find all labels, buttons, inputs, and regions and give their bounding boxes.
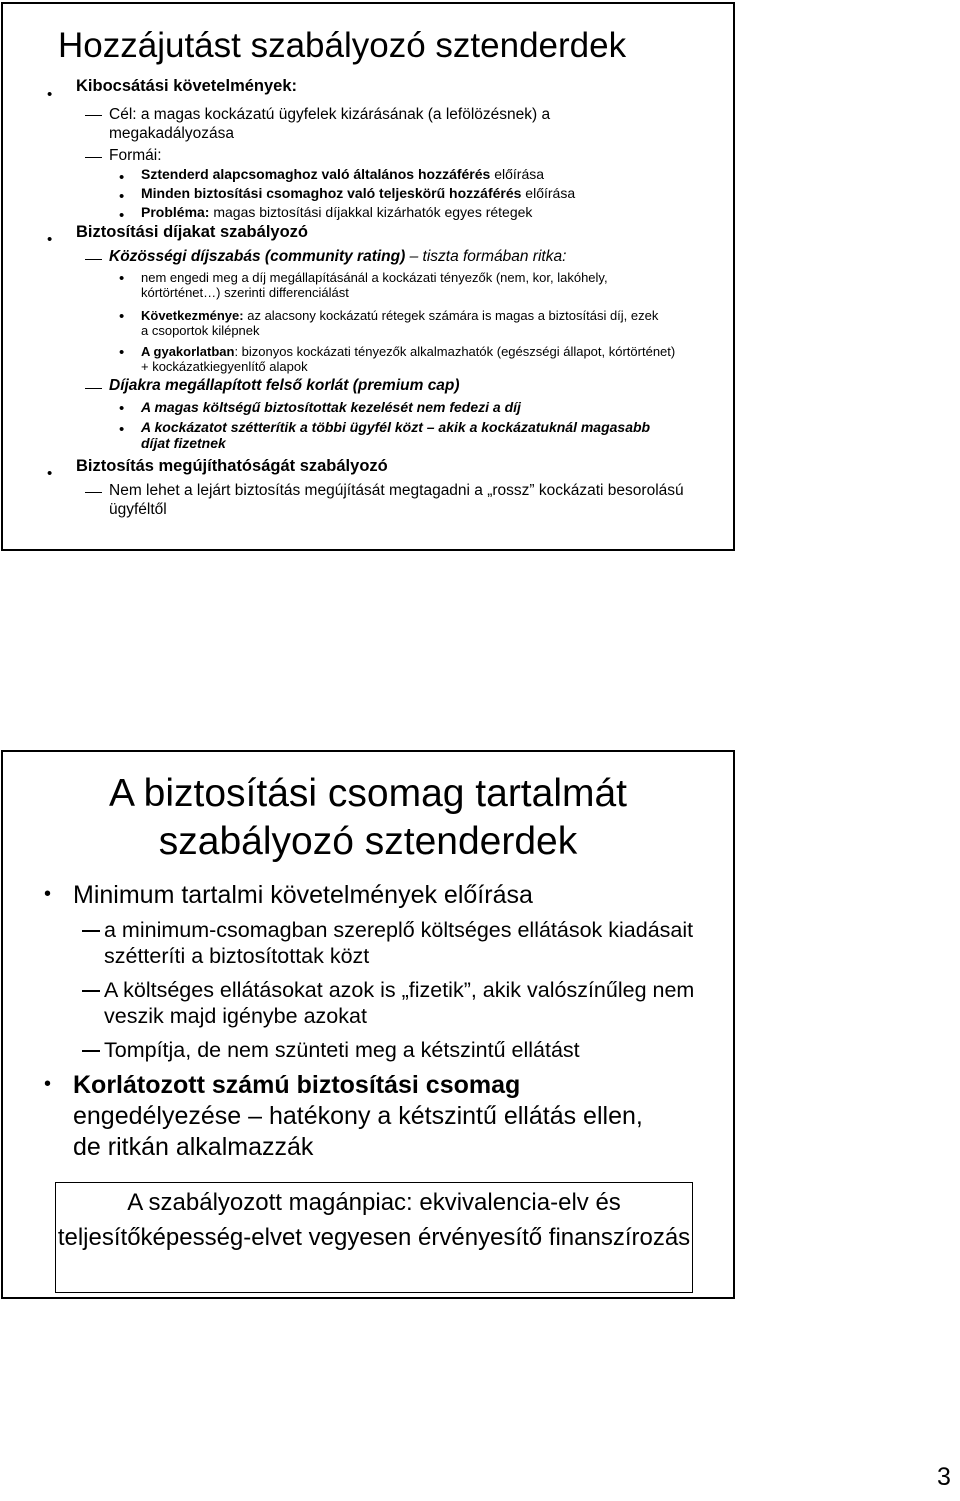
bullet-icon: • [119,308,125,325]
list-item-dijakat: Biztosítási díjakat szabályozó [76,223,308,241]
dash-icon [82,1050,100,1052]
body-text: előírása [521,185,576,201]
bullet-icon: • [44,883,52,905]
emphasis-text: Közösségi díjszabás (community rating) [109,248,406,265]
list-item-megujithatosag: Biztosítás megújíthatóságát szabályozó [76,457,388,475]
summary-box: A szabályozott magánpiac: ekvivalencia-elv és teljesítőképesség-elvet vegyesen érvényesítő finanszírozás [55,1182,693,1293]
list-item-premium-1: A magas költségű biztosítottak kezelését nem fedezi a díj [141,399,521,415]
bullet-icon: • [119,344,125,361]
list-item-korlatozott [73,1070,673,1163]
list-item-kozossegi-2 [141,308,661,338]
title-line: szabályozó sztenderdek [158,820,578,863]
page-number: 3 [937,1463,951,1491]
body-text: magas biztosítási díjakkal kizárhatók egyes rétegek [209,204,533,220]
body-text: engedélyezése – hatékony a kétszintű ellátás ellen, de ritkán alkalmazzák [73,1102,643,1161]
list-item-formai: Formái: [109,147,162,164]
list-item-premium: Díjakra megállapított felső korlát (premium cap) [109,377,460,394]
list-item-formai-2 [141,185,721,201]
dash-icon [85,388,102,389]
emphasis-text: A gyakorlatban [141,344,235,359]
emphasis-text: Minden biztosítási csomaghoz való teljeskörű hozzáférés [141,185,522,201]
title-line: A biztosítási csomag tartalmát [108,772,628,815]
list-item-minimum: Minimum tartalmi követelmények előírása [73,881,533,909]
body-text: – tiszta formában ritka: [405,248,567,265]
bullet-icon: • [119,207,125,224]
body-text: : bizonyos kockázati tényezők alkalmazhatók (egészségi állapot, kórtörténet) + kockázatkiegyenlítő alapok [141,344,676,374]
bullet-icon: • [47,86,53,103]
dash-icon [85,115,102,116]
dash-icon [85,259,102,260]
dash-icon [82,990,100,992]
list-item-minimum-3: Tompítja, de nem szünteti meg a kétszintű ellátást [104,1038,580,1062]
list-item-kozossegi-3 [141,344,681,374]
list-item-cel: Cél: a magas kockázatú ügyfelek kizárásának (a lefölözésnek) a megakadályozása [109,106,551,142]
list-item-kozossegi [109,248,719,266]
list-item-formai-3 [141,204,721,220]
emphasis-text: Korlátozott számú biztosítási csomag [73,1071,521,1099]
bullet-icon: • [44,1073,52,1095]
emphasis-text: Következménye: [141,308,244,323]
list-item-kozossegi-1: nem engedi meg a díj megállapításánál a kockázati tényezők (nem, kor, lakóhely, kórtörténet…) szerinti differenciálást [141,270,608,300]
emphasis-text: Probléma: [141,204,210,220]
list-item-kibocsatasi: Kibocsátási követelmények: [76,77,298,95]
slide-2-title [3,770,733,866]
bullet-icon: • [119,169,125,186]
dash-icon [82,930,100,932]
slide-1 [1,2,735,551]
list-item-minimum-2: A költséges ellátásokat azok is „fizetik”, akik valószínűleg nem veszik majd igénybe azokat [104,978,695,1028]
bullet-icon: • [119,400,125,417]
body-text: az alacsony kockázatú rétegek számára is magas a biztosítási díj, ezek a csoportok kilépnek [141,308,659,338]
list-item-formai-1 [141,166,721,182]
body-text: előírása [490,166,545,182]
dash-icon [85,157,102,158]
emphasis-text: Sztenderd alapcsomaghoz való általános hozzáférés [141,166,491,182]
bullet-icon: • [119,421,125,438]
list-item-premium-2: A kockázatot szétterítik a többi ügyfél közt – akik a kockázatuknál magasabb díjat fizetnek [141,419,651,451]
bullet-icon: • [47,231,53,248]
bullet-icon: • [119,188,125,205]
list-item-minimum-1: a minimum-csomagban szereplő költséges ellátások kiadásait szétteríti a biztosítottak közt [104,918,694,968]
bullet-icon: • [119,270,125,287]
bullet-icon: • [47,465,53,482]
slide-1-title: Hozzájutást szabályozó sztenderdek [58,26,627,65]
list-item-nemlehet: Nem lehet a lejárt biztosítás megújítását megtagadni a „rossz” kockázati besorolású ügyféltől [109,482,684,518]
dash-icon [85,492,102,493]
